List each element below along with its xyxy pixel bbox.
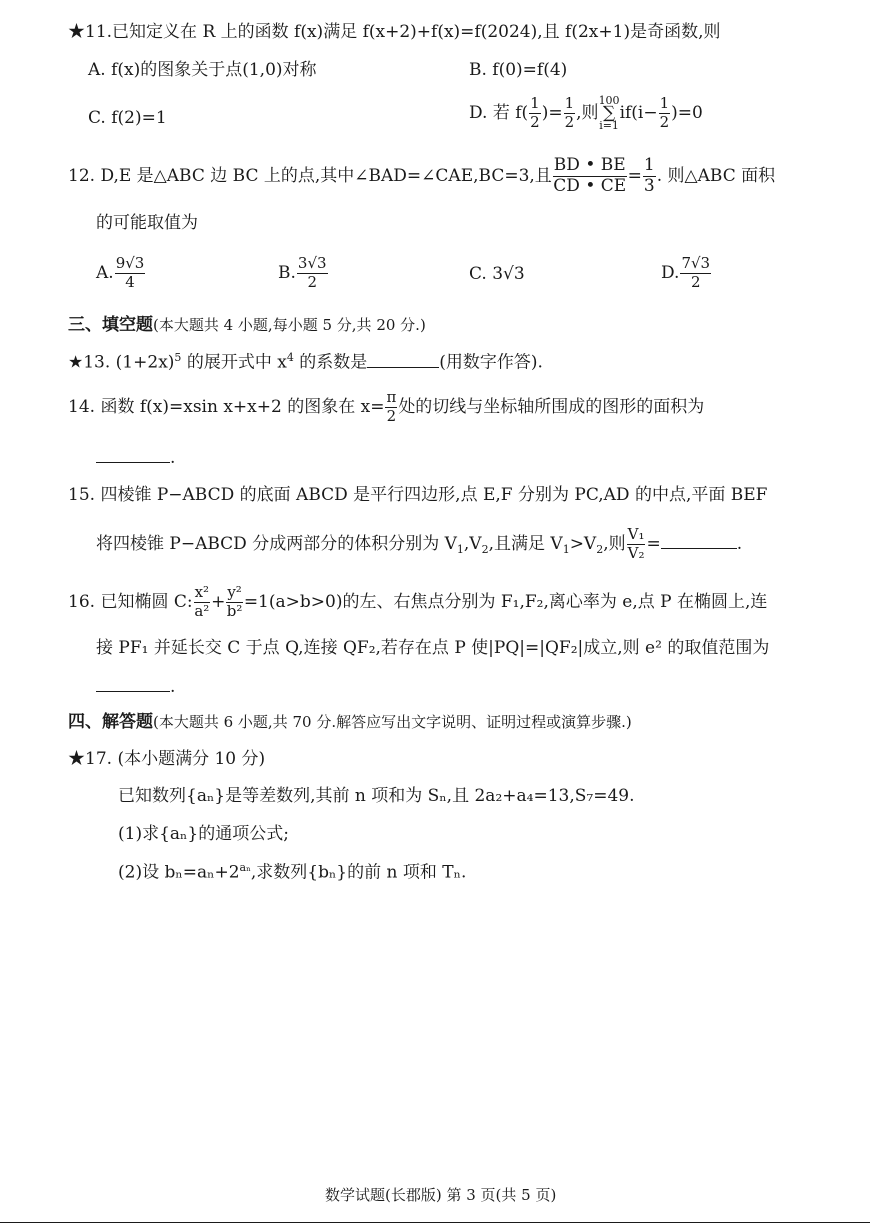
q12-stem-line2: 的可能取值为 — [96, 213, 198, 233]
q17-part2: (2)设 $b_n=a_n+2^{a_n}$,求数列{bₙ}的前 n 项和 Tₙ. — [118, 861, 467, 883]
q17-part1: (1)求{aₙ}的通项公式; — [118, 824, 289, 844]
q16-answer-line: . — [96, 679, 175, 696]
q12-option-d: D. $\frac{7√3}{2}$ — [661, 254, 711, 291]
q11-option-c: C. f(2)=1 — [88, 108, 167, 128]
q11-d-frac-3: $\frac{1}{2}$ — [659, 94, 670, 132]
q16-answer-blank[interactable] — [96, 690, 170, 692]
page-footer: 数学试题(长郡版) 第 3 页(共 5 页) — [325, 1186, 557, 1204]
q12-option-b: B. $\frac{3√3}{2}$ — [278, 254, 327, 291]
q15-answer-blank[interactable] — [661, 547, 737, 549]
footer-rule — [0, 1222, 870, 1223]
q13-answer-blank[interactable] — [367, 366, 439, 368]
q11-option-a: A. f(x)的图象关于点(1,0)对称 — [88, 60, 317, 80]
q12-stem: 12. D,E 是△ABC 边 BC 上的点,其中∠BAD=∠CAE,BC=3,且 $\frac{BD • BE}{CD • CE}$ = $\frac{1}{3}$ . 则△ABC 面积 — [68, 155, 776, 196]
q14: 14. 函数 f(x)=xsin x+x+2 的图象在 x= $\frac{\pi}{2}$ 处的切线与坐标轴所围成的图形的面积为 — [68, 388, 705, 425]
section-3-heading: 三、填空题(本大题共 4 小题,每小题 5 分,共 20 分.) — [68, 315, 426, 335]
q11-stem: ★11.已知定义在 R 上的函数 f(x)满足 f(x+2)+f(x)=f(2024),且 f(2x+1)是奇函数,则 — [68, 22, 721, 42]
q11-option-d: D. 若 f( $\frac{1}{2}$ )= $\frac{1}{2}$ ,则 100 ∑ i=1 if(i− $\frac{1}{2}$ )=0 — [469, 94, 703, 133]
q11-option-b: B. f(0)=f(4) — [469, 60, 568, 80]
q12-third-frac: $\frac{1}{3}$ — [643, 155, 655, 196]
section-4-heading: 四、解答题(本大题共 6 小题,共 70 分.解答应写出文字说明、证明过程或演算步骤.) — [68, 712, 632, 732]
q14-answer-blank[interactable] — [96, 461, 170, 463]
q16-line1: 16. 已知椭圆 C: $\frac{\text{x²}}{\text{a²}}$ + $\frac{\text{y²}}{\text{b²}}$ =1(a>b>0)的左、右焦点分别为 F₁,F₂,离心率为 e,点 P 在椭圆上,连 — [68, 583, 768, 620]
q17-line1: 已知数列{aₙ}是等差数列,其前 n 项和为 Sₙ,且 2a₂+a₄=13,S₇=49. — [118, 786, 635, 806]
q14-answer-line: . — [96, 450, 175, 467]
q11-d-text: D. 若 f( — [469, 103, 529, 124]
q12-option-c: C. 3√3 — [469, 264, 525, 284]
q11-d-sum: 100 ∑ i=1 — [598, 94, 620, 133]
q15-line2: 将四棱锥 P−ABCD 分成两部分的体积分别为 $V_1,V_2$,且满足 $V_1>V_2$,则 $\frac{\text{V₁}}{\text{V₂}}$ = . — [96, 525, 743, 562]
q16-line2: 接 PF₁ 并延长交 C 于点 Q,连接 QF₂,若存在点 P 使|PQ|=|QF₂|成立,则 e² 的取值范围为 — [96, 638, 770, 658]
q11-d-frac-2: $\frac{1}{2}$ — [564, 94, 575, 132]
q12-option-a: A. $\frac{9√3}{4}$ — [96, 254, 145, 291]
q15-line1: 15. 四棱锥 P−ABCD 的底面 ABCD 是平行四边形,点 E,F 分别为 PC,AD 的中点,平面 BEF — [68, 485, 768, 505]
q13: ★13. $(1+2x)^5$ 的展开式中 $x^4$ 的系数是 (用数字作答). — [68, 351, 543, 373]
q11-d-frac-1: $\frac{1}{2}$ — [530, 94, 540, 132]
q17-head: ★17. (本小题满分 10 分) — [68, 749, 266, 769]
q12-ratio-frac: $\frac{BD • BE}{CD • CE}$ — [553, 155, 627, 196]
